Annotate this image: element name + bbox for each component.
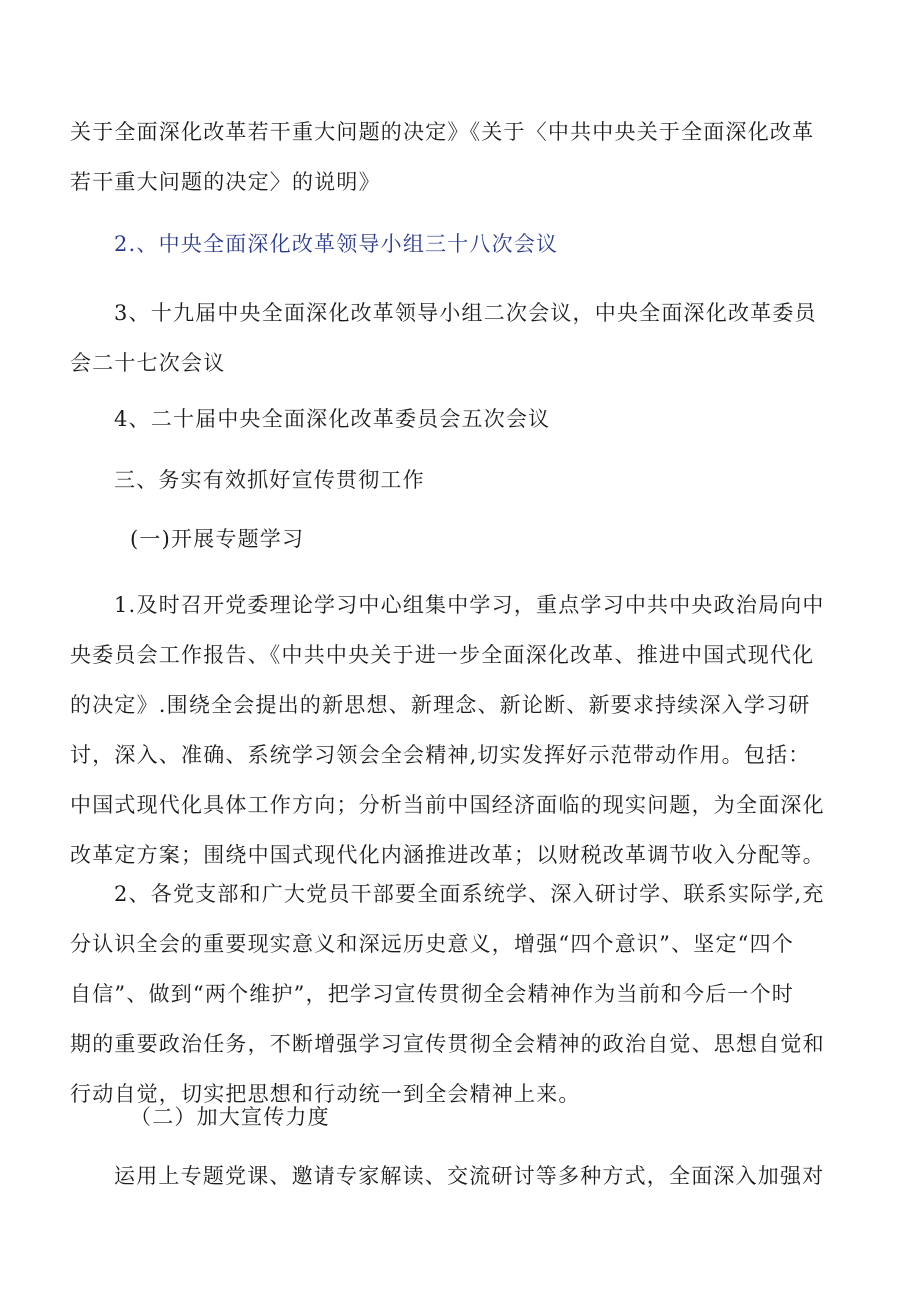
text-line: 会二十七次会议: [70, 351, 226, 375]
subsection-heading-1: [130, 514, 854, 564]
text-line: 中国式现代化具体工作方向；分析当前中国经济面临的现实问题，为全面深化: [70, 793, 825, 817]
text-line: 2.、中央全面深化改革领导小组三十八次会议: [114, 232, 559, 256]
text-line: 自信”、做到“两个维护”，把学习宣传贯彻全会精神作为当前和今后一个时: [70, 982, 795, 1006]
text-line: 三、务实有效抓好宣传贯彻工作: [114, 468, 425, 492]
text-line: 关于全面深化改革若干重大问题的决定》《关于〈中共中央关于全面深化改革: [70, 120, 815, 144]
list-item-3: [70, 288, 852, 388]
subsection-heading-2: [130, 1092, 854, 1142]
text-line: 的决定》.围绕全会提出的新思想、新理念、新论断、新要求持续深入学习研: [70, 693, 811, 717]
list-item-2: [114, 219, 854, 269]
text-line: 1.及时召开党委理论学习中心组集中学习，重点学习中共中央政治局向中: [114, 593, 825, 617]
paragraph-reference-list-continued: [70, 107, 852, 207]
text-line: 若干重大问题的决定〉的说明》: [70, 170, 381, 194]
text-line: 3、十九届中央全面深化改革领导小组二次会议，中央全面深化改革委员: [114, 301, 817, 325]
text-line: （二）加大宣传力度: [130, 1105, 330, 1129]
text-line: (一)开展专题学习: [130, 527, 305, 551]
paragraph-study-item-2: [70, 869, 852, 1119]
list-item-4: [114, 394, 854, 444]
text-line: 期的重要政治任务，不断增强学习宣传贯彻全会精神的政治自觉、思想自觉和: [70, 1032, 825, 1056]
paragraph-study-item-1: [70, 580, 852, 880]
text-line: 4、二十届中央全面深化改革委员会五次会议: [114, 407, 551, 431]
text-line: 行动自觉，切实把思想和行动统一到全会精神上来。: [70, 1082, 581, 1106]
text-line: 改革定方案；围绕中国式现代化内涵推进改革；以财税改革调节收入分配等。: [70, 843, 825, 867]
text-line: 分认识全会的重要现实意义和深远历史意义，增强“四个意识”、坚定“四个: [70, 932, 795, 956]
text-line: 2、各党支部和广大党员干部要全面系统学、深入研讨学、联系实际学,充: [114, 882, 825, 906]
text-line: 讨，深入、准确、系统学习领会全会精神,切实发挥好示范带动作用。包括：: [70, 743, 811, 767]
text-line: 央委员会工作报告、《中共中央关于进一步全面深化改革、推进中国式现代化: [70, 643, 815, 667]
paragraph-publicity: [70, 1151, 852, 1201]
text-line: 运用上专题党课、邀请专家解读、交流研讨等多种方式，全面深入加强对: [114, 1164, 825, 1188]
section-heading-3: [114, 455, 854, 505]
